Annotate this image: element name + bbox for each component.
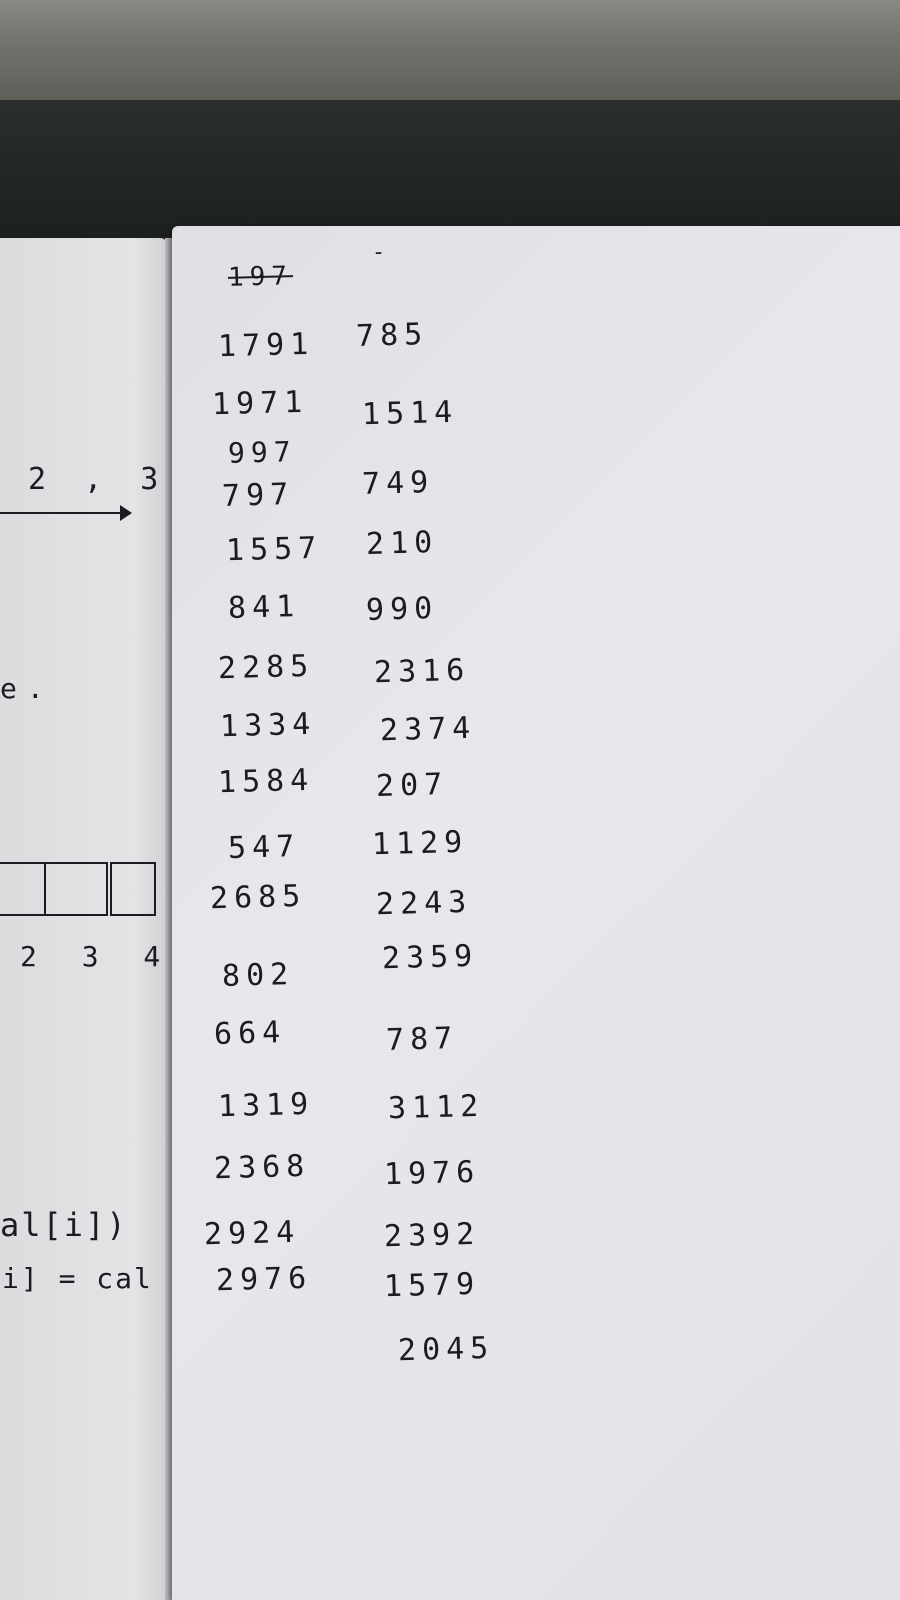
- right-number: 2392: [383, 1216, 481, 1255]
- left-number: 2285: [217, 648, 315, 687]
- dash-mark: -: [371, 239, 392, 266]
- code-line-2: i] = cal: [2, 1262, 153, 1295]
- right-number: 2045: [397, 1330, 495, 1369]
- left-number: 841: [227, 589, 301, 626]
- right-number: 210: [365, 525, 439, 562]
- right-number: 990: [365, 591, 439, 628]
- left-number: 1971: [211, 384, 309, 423]
- right-number: 207: [375, 767, 449, 804]
- left-number: 2924: [203, 1214, 301, 1253]
- right-number: 2316: [373, 652, 471, 691]
- left-number: 547: [227, 829, 301, 866]
- arrow-line: [0, 512, 128, 514]
- right-number: 785: [355, 317, 429, 354]
- left-number: 802: [221, 957, 295, 994]
- right-number: 749: [361, 465, 435, 502]
- right-number: 2359: [381, 938, 479, 977]
- left-notebook-page: [0, 238, 168, 1600]
- left-number: 1319: [217, 1086, 315, 1125]
- left-number: 2976: [215, 1260, 313, 1299]
- left-number: 997: [227, 435, 297, 470]
- metal-rail: [0, 0, 900, 100]
- arrow-head-icon: [120, 505, 132, 521]
- right-number: 1514: [361, 394, 459, 433]
- right-number: 787: [385, 1021, 459, 1058]
- left-number: 797: [221, 477, 295, 514]
- dark-surface: [0, 100, 900, 240]
- right-number: 2374: [379, 710, 477, 749]
- right-number: 2243: [375, 884, 473, 923]
- arrow-label: 2 , 3: [28, 462, 169, 497]
- left-number: 2685: [209, 878, 307, 917]
- array-box: [110, 862, 156, 916]
- array-boxes: [0, 862, 156, 914]
- right-number: 1976: [383, 1154, 481, 1193]
- right-number: 3112: [387, 1088, 485, 1127]
- left-number: 1334: [219, 706, 317, 745]
- left-number: 2368: [213, 1148, 311, 1187]
- dot-fragment: e.: [0, 672, 54, 705]
- right-number: 1579: [383, 1266, 481, 1305]
- left-number: 1557: [225, 530, 323, 569]
- array-box: [0, 862, 46, 916]
- array-box: [44, 862, 108, 916]
- crossed-number: 197: [227, 261, 294, 293]
- box-indices: 2 3 4: [20, 940, 175, 973]
- left-number: 664: [213, 1015, 287, 1052]
- code-line-1: al[i]): [0, 1206, 128, 1244]
- left-number: 1791: [217, 326, 315, 365]
- right-number: 1129: [371, 824, 469, 863]
- left-number: 1584: [217, 762, 315, 801]
